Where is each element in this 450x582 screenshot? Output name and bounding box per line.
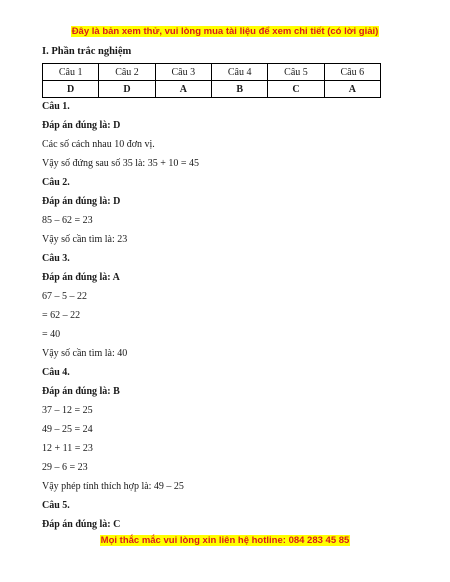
- solution-line: Câu 4.: [42, 367, 70, 378]
- solution-line: Vậy số đứng sau số 35 là: 35 + 10 = 45: [42, 158, 199, 169]
- solution-line: Đáp án đúng là: B: [42, 386, 120, 397]
- preview-notice-text: Đây là bản xem thử, vui lòng mua tài liệu để xem chi tiết (có lời giải): [71, 26, 379, 37]
- answer-table-header: Câu 5: [268, 64, 324, 81]
- answer-table-header: Câu 4: [211, 64, 267, 81]
- answer-table-answer-row: [43, 81, 381, 98]
- solution-line: Đáp án đúng là: D: [42, 120, 121, 131]
- answer-table-header: Câu 6: [324, 64, 380, 81]
- solution-line: = 62 – 22: [42, 310, 81, 321]
- solution-line: Vậy số cần tìm là: 23: [42, 234, 128, 245]
- solution-line: 29 – 6 = 23: [42, 462, 88, 473]
- answer-table-cell: B: [211, 81, 267, 98]
- answer-table-header-row: [43, 64, 381, 81]
- answer-table-cell: D: [99, 81, 155, 98]
- answer-table-cell: C: [268, 81, 324, 98]
- answer-table-header: Câu 1: [43, 64, 99, 81]
- section-title: I. Phần trắc nghiệm: [42, 46, 132, 57]
- solution-line: Các số cách nhau 10 đơn vị.: [42, 139, 155, 150]
- solution-line: = 40: [42, 329, 61, 340]
- hotline-text: Mọi thắc mắc vui lòng xin liên hệ hotline: 084 283 45 85: [100, 535, 350, 546]
- solution-line: 12 + 11 = 23: [42, 443, 93, 454]
- solution-line: Câu 2.: [42, 177, 70, 188]
- solution-line: Đáp án đúng là: D: [42, 196, 121, 207]
- solution-line: Vậy phép tính thích hợp là: 49 – 25: [42, 481, 184, 492]
- answer-table: [42, 63, 381, 98]
- answer-table-cell: D: [43, 81, 99, 98]
- answer-table-cell: A: [324, 81, 380, 98]
- solution-line: 37 – 12 = 25: [42, 405, 93, 416]
- hotline-banner: [0, 535, 450, 547]
- solution-line: Câu 3.: [42, 253, 70, 264]
- answer-table-cell: A: [155, 81, 211, 98]
- solution-line: Vậy số cần tìm là: 40: [42, 348, 128, 359]
- solution-line: 85 – 62 = 23: [42, 215, 93, 226]
- solution-line: 49 – 25 = 24: [42, 424, 93, 435]
- solution-line: Câu 1.: [42, 101, 70, 112]
- preview-notice-banner: [0, 26, 450, 38]
- answer-table-header: Câu 3: [155, 64, 211, 81]
- solution-line: 67 – 5 – 22: [42, 291, 87, 302]
- answer-table-header: Câu 2: [99, 64, 155, 81]
- solution-line: Đáp án đúng là: C: [42, 519, 121, 530]
- solution-line: Câu 5.: [42, 500, 70, 511]
- solution-line: Đáp án đúng là: A: [42, 272, 120, 283]
